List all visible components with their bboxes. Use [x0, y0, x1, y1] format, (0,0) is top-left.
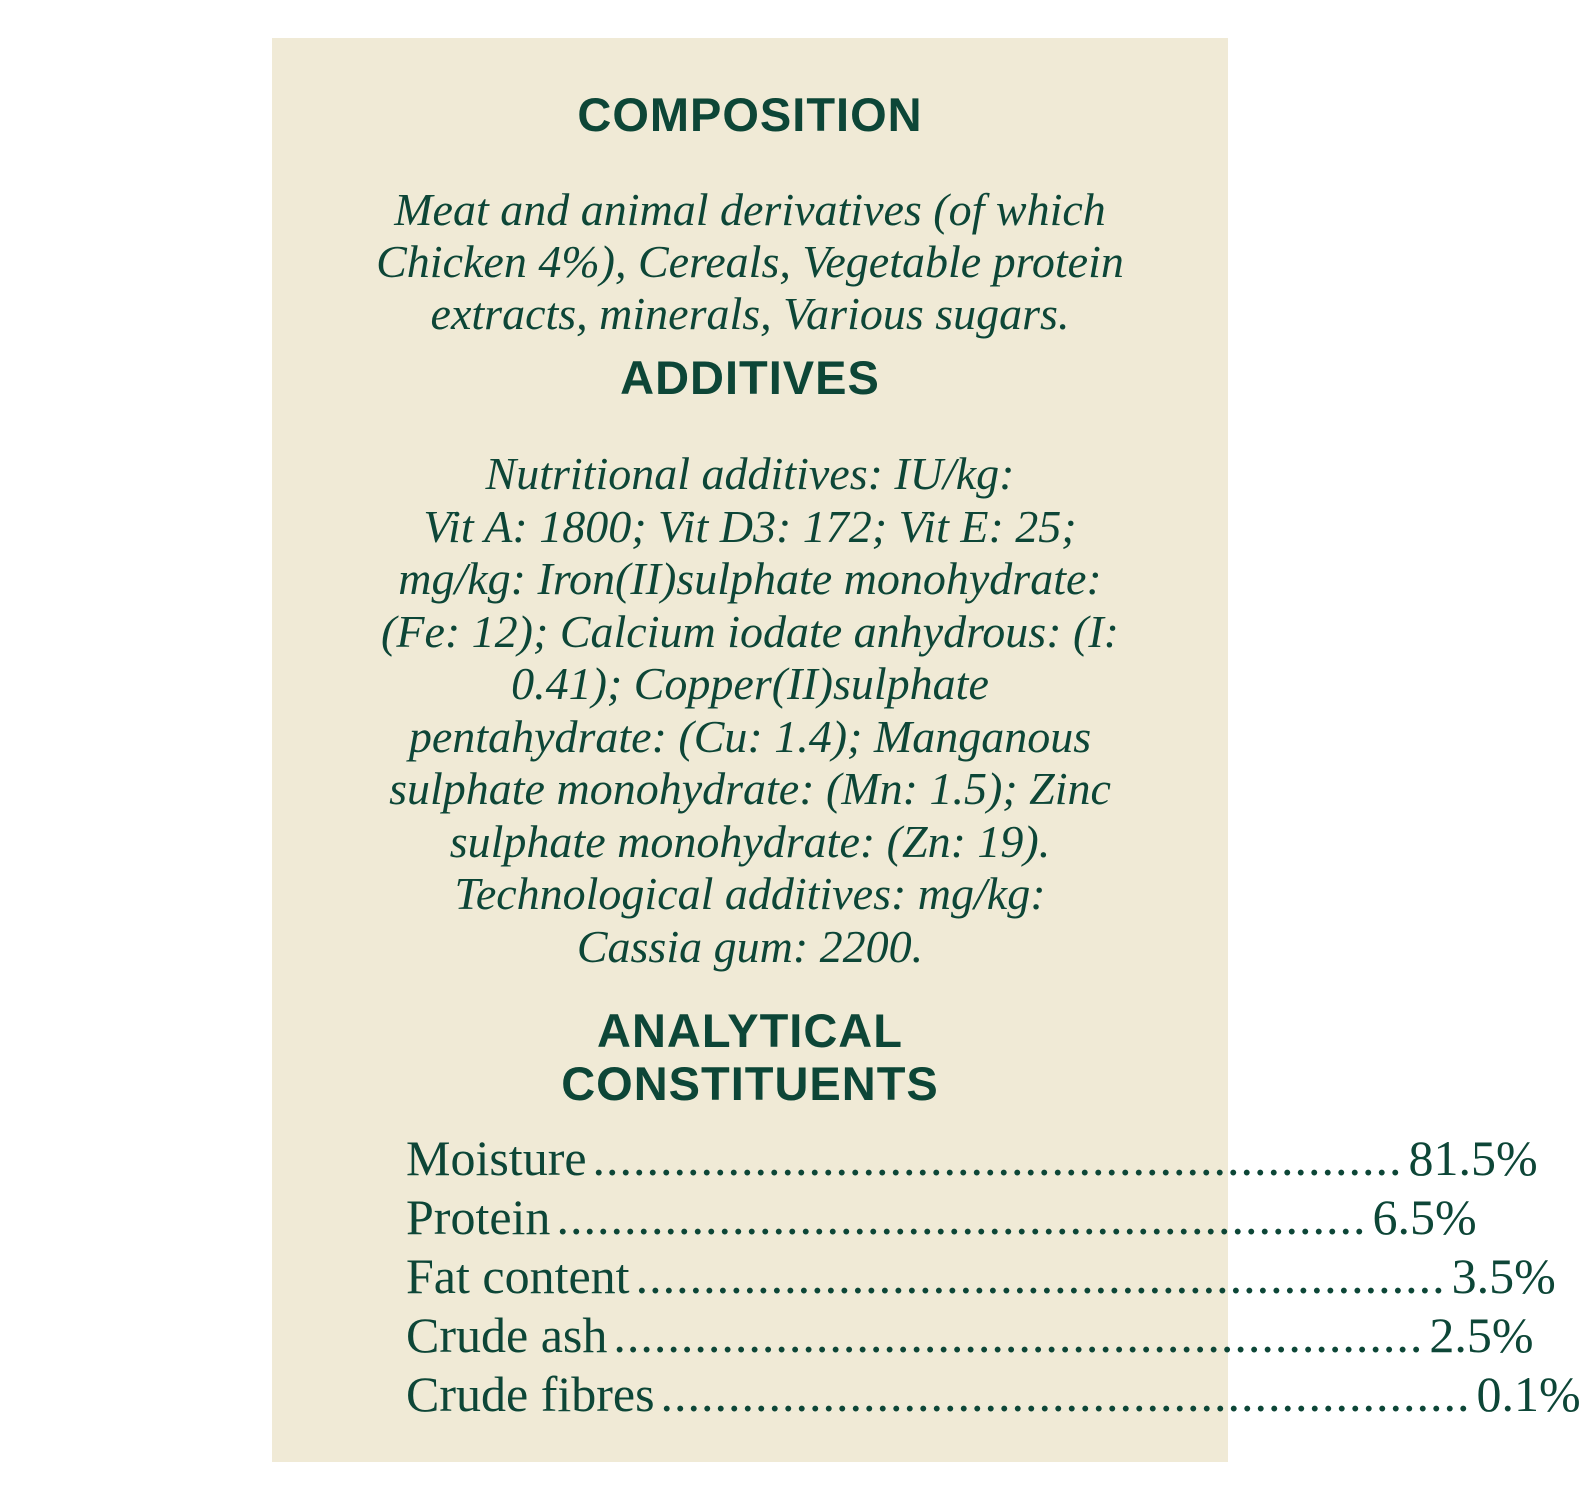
row-label: Moisture [406, 1130, 587, 1186]
row-value: 2.5% [1429, 1307, 1534, 1363]
label-panel [272, 38, 1581, 1462]
additives-line: Cassia gum: 2200. [576, 920, 924, 972]
analytical-row-protein [406, 1188, 1477, 1247]
row-label: Crude ash [406, 1307, 608, 1363]
composition-line: Chicken 4%), Cereals, Vegetable protein [376, 236, 1124, 287]
analytical-row-crude-ash [406, 1306, 1534, 1365]
analytical-heading-line2: CONSTITUENTS [561, 1057, 939, 1110]
row-label: Crude fibres [406, 1366, 655, 1422]
row-value: 3.5% [1451, 1248, 1556, 1304]
composition-text [292, 184, 1208, 340]
composition-heading: COMPOSITION [577, 88, 923, 141]
leader-dots: ............................................................ [613, 1307, 1424, 1363]
additives-line: Technological additives: mg/kg: [454, 868, 1046, 919]
row-label: Protein [406, 1189, 551, 1245]
composition-line: Meat and animal derivatives (of which [394, 184, 1106, 235]
additives-line: Vit A: 1800; Vit D3: 172; Vit E: 25; [423, 500, 1077, 552]
analytical-row-crude-fibres [406, 1365, 1581, 1424]
leader-dots: ............................................................ [592, 1130, 1403, 1186]
row-value: 81.5% [1408, 1130, 1538, 1186]
additives-line: pentahydrate: (Cu: 1.4); Manganous [408, 710, 1092, 762]
row-value: 6.5% [1372, 1189, 1477, 1245]
additives-line: sulphate monohydrate: (Mn: 1.5); Zinc [389, 763, 1111, 814]
row-label: Fat content [406, 1248, 630, 1304]
additives-line: mg/kg: Iron(II)sulphate monohydrate: [398, 553, 1102, 604]
analytical-heading-line1: ANALYTICAL [597, 1004, 903, 1057]
additives-text [292, 448, 1208, 973]
analytical-table [406, 1129, 1581, 1424]
row-value: 0.1% [1476, 1366, 1581, 1422]
analytical-row-fat-content [406, 1247, 1556, 1306]
leader-dots: ............................................................ [660, 1366, 1471, 1422]
composition-line: extracts, minerals, Various sugars. [430, 288, 1070, 339]
additives-line: 0.41); Copper(II)sulphate [511, 658, 989, 709]
analytical-row-moisture [406, 1129, 1538, 1188]
additives-line: sulphate monohydrate: (Zn: 19). [449, 815, 1051, 867]
additives-heading: ADDITIVES [620, 351, 880, 404]
additives-line: Nutritional additives: IU/kg: [485, 448, 1015, 499]
leader-dots: ............................................................ [556, 1189, 1367, 1245]
additives-line: (Fe: 12); Calcium iodate anhydrous: (I: [381, 605, 1119, 657]
leader-dots: ............................................................ [635, 1248, 1446, 1304]
